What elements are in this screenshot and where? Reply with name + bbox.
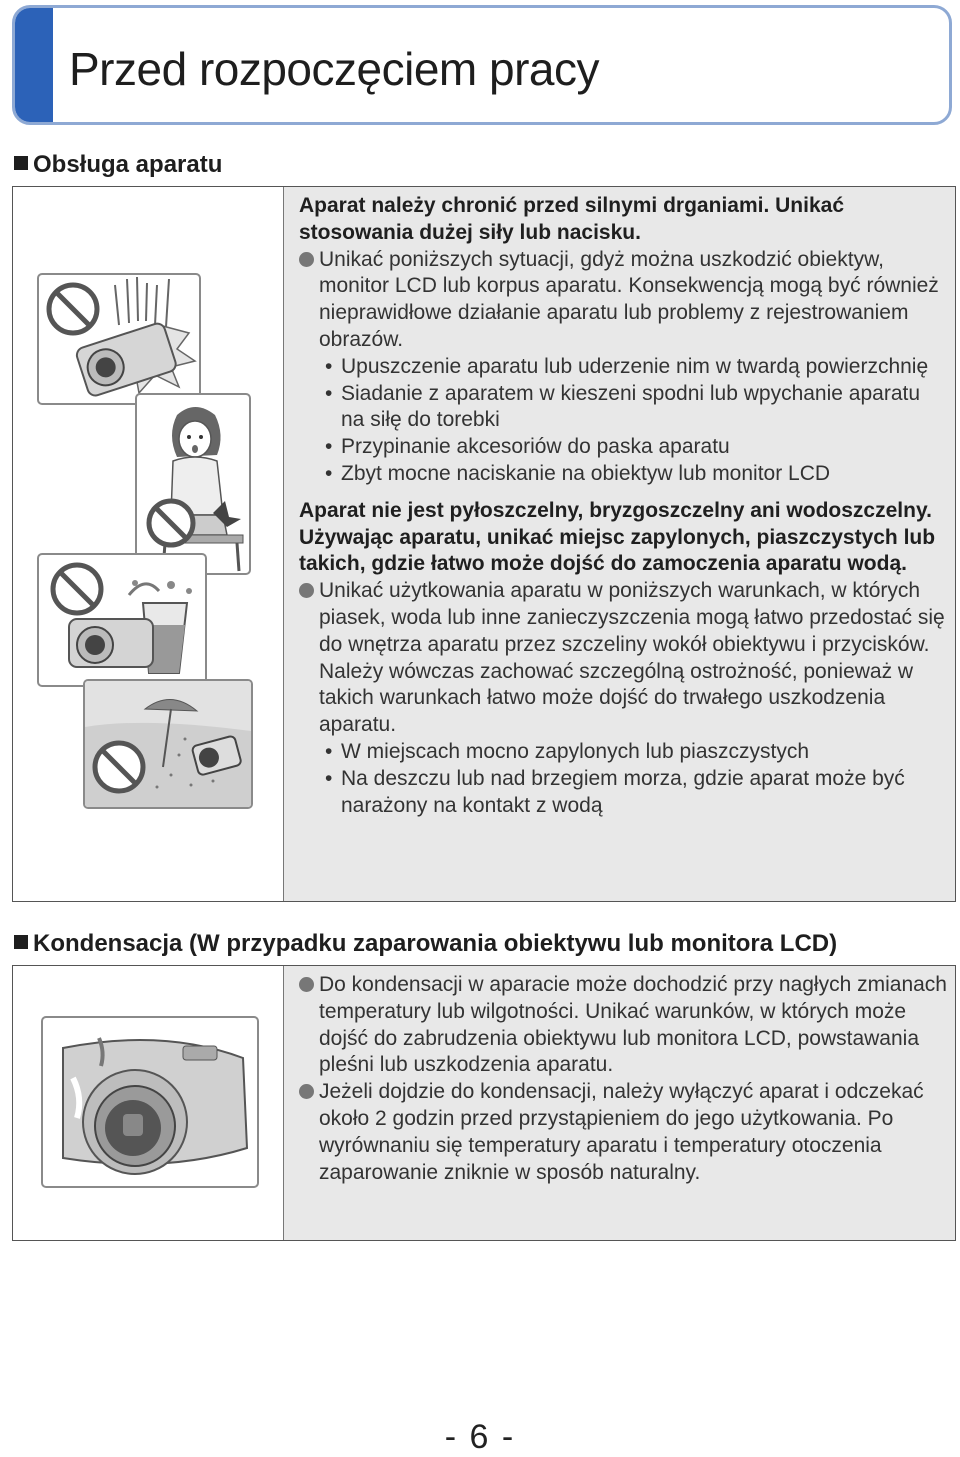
camera-drop-illustration: [37, 273, 201, 405]
section-heading-condensation: [14, 930, 837, 958]
point-text: Jeżeli dojdzie do kondensacji, należy wyłączyć aparat i odczekać około 2 godzin przed przystąpieniem do jego użytkowania. Po wyrównaniu się temperatury aparatu i temperatury otoczenia zaparowanie zniknie w sposób naturalny.: [319, 1080, 924, 1184]
sub-item-text: Siadanie z aparatem w kieszeni spodni lub wpychanie aparatu na siłę do torebki: [341, 381, 921, 432]
condensation-text: [299, 972, 949, 1186]
sitting-with-camera-illustration: [135, 393, 251, 575]
shock-warning: Aparat należy chronić przed silnymi drganiami. Unikać stosowania dużej siły lub nacisku.: [299, 194, 844, 244]
sub-item: • Zbyt mocne naciskanie na obiektyw lub monitor LCD: [325, 461, 831, 485]
title-accent-bar: [15, 8, 53, 122]
sub-item: • Przypinanie akcesoriów do paska aparatu: [325, 435, 730, 459]
sub-item: • Upuszczenie aparatu lub uderzenie nim w twardą powierzchnię: [325, 354, 929, 378]
bullet-circle-icon: [299, 583, 314, 598]
sub-item: • W miejscach mocno zapylonych lub piaszczystych: [325, 739, 810, 763]
section-heading-text: Kondensacja (W przypadku zaparowania obiektywu lub monitora LCD): [33, 930, 838, 957]
water-splash-illustration: [37, 553, 207, 687]
condensation-panel: [12, 965, 956, 1241]
section-heading-handling: [14, 151, 222, 179]
handling-panel: [12, 186, 956, 902]
bullet-circle-icon: [299, 252, 314, 267]
beach-illustration: [83, 679, 253, 809]
sub-item: • Siadanie z aparatem w kieszeni spodni lub wpychanie aparatu na siłę do torebki: [325, 381, 921, 432]
dust-warning: Aparat nie jest pyłoszczelny, bryzgoszczelny ani wodoszczelny.: [299, 498, 932, 522]
handling-text: [299, 193, 949, 819]
section-heading-text: Obsługa aparatu: [33, 151, 223, 178]
point-text: Do kondensacji w aparacie może dochodzić przy nagłych zmianach temperatury lub wilgotności. Unikać warunków, w których może dojść do zabrudzenia obiektywu lub monitora LCD, powstawania pleśni lub uszkodzenia aparatu.: [319, 973, 947, 1077]
sub-item-text: W miejscach mocno zapylonych lub piaszczystych: [341, 739, 810, 763]
sub-item-text: Przypinanie akcesoriów do paska aparatu: [341, 435, 730, 459]
sub-item-text: Upuszczenie aparatu lub uderzenie nim w twardą powierzchnię: [341, 354, 929, 378]
list-item: [299, 578, 949, 739]
bullet-circle-icon: [299, 1084, 314, 1099]
list-item: [299, 972, 949, 1079]
point-text: Unikać poniższych sytuacji, gdyż można uszkodzić obiektyw, monitor LCD lub korpus aparatu. Konsekwencją mogą być również nieprawidłowe działanie aparatu lub problemy z rejestrowaniem obrazów.: [319, 247, 939, 351]
square-bullet-icon: [14, 935, 28, 949]
sub-item: • Na deszczu lub nad brzegiem morza, gdzie aparat może być narażony na kontakt z wodą: [325, 766, 905, 817]
bullet-circle-icon: [299, 977, 314, 992]
title-banner: [12, 5, 952, 125]
square-bullet-icon: [14, 156, 28, 170]
sub-item-text: Na deszczu lub nad brzegiem morza, gdzie aparat może być narażony na kontakt z wodą: [341, 766, 905, 817]
page-number: - 6 -: [444, 1418, 516, 1456]
page-title: Przed rozpoczęciem pracy: [69, 43, 599, 95]
list-item: [299, 1079, 949, 1186]
camera-condensation-illustration: [41, 1016, 259, 1188]
point-text: Unikać użytkowania aparatu w poniższych warunkach, w których piasek, woda lub inne zanieczyszczenia mogą łatwo przedostać się do wnętrza aparatu przez szczeliny wokół obiektywu i przycisków. Należy wówczas zachować szczególną ostrożność, ponieważ w takich warunkach łatwo może dojść do trwałego uszkodzenia aparatu.: [319, 579, 945, 737]
location-warning: Używając aparatu, unikać miejsc zapylonych, piaszczystych lub takich, gdzie łatwo może dojść do zamoczenia aparatu wodą.: [299, 525, 936, 576]
sub-item-text: Zbyt mocne naciskanie na obiektyw lub monitor LCD: [341, 461, 831, 485]
list-item: [299, 247, 949, 354]
